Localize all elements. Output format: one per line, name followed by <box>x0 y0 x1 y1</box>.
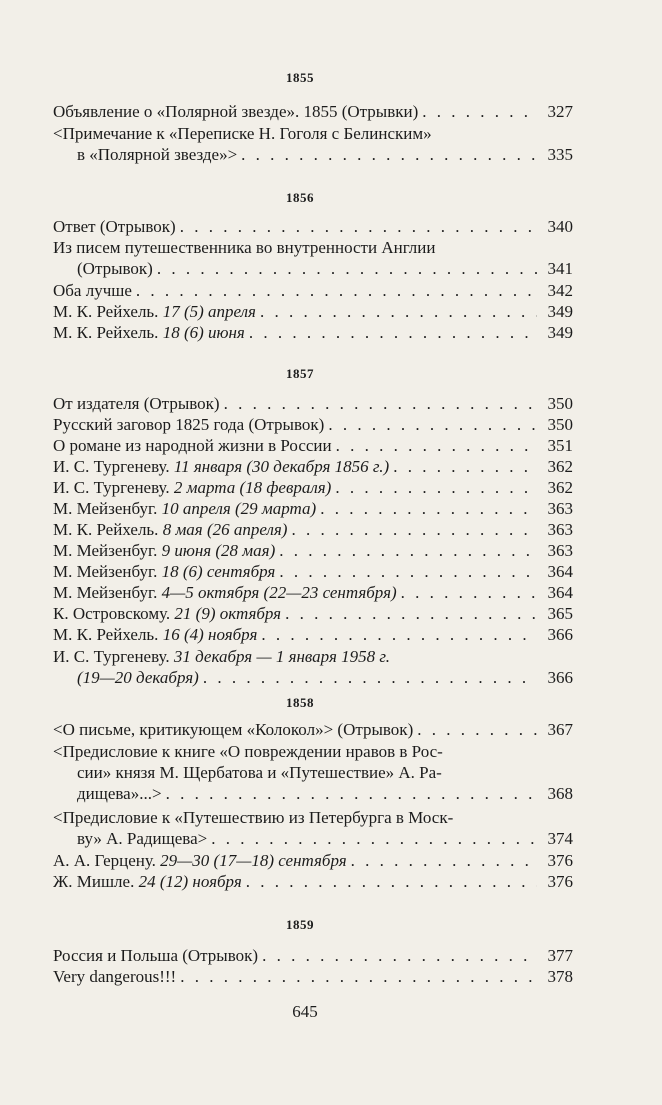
entry-title: в «Полярной звезде»> <box>77 145 238 164</box>
entry-title: О романе из народной жизни в России <box>53 436 332 455</box>
entry-title <box>53 646 390 667</box>
page-number: 378 <box>547 967 573 986</box>
letter-date: 10 апреля (29 марта) <box>161 499 317 518</box>
page-number: 342 <box>547 281 573 300</box>
letter-recipient: И. С. Тургеневу. <box>53 478 174 497</box>
entry-title: От издателя (Отрывок) <box>53 394 220 413</box>
entry-title: ву» А. Радищева> <box>77 829 208 848</box>
toc-entry <box>53 850 573 871</box>
page-number: 350 <box>547 394 573 413</box>
page-number: 363 <box>547 520 573 539</box>
letter-recipient: А. А. Герцену. <box>53 851 161 870</box>
letter-date: 4—5 октября (22—23 сентября) <box>161 583 397 602</box>
toc-line <box>53 393 573 414</box>
toc-entry <box>53 741 573 804</box>
toc-line <box>53 258 573 279</box>
entry-title <box>53 603 281 624</box>
section-year-heading: 1855 <box>286 70 314 85</box>
toc-line <box>53 561 573 582</box>
page-number: 349 <box>547 302 573 321</box>
entry-title <box>53 519 287 540</box>
entry-title: Very dangerous!!! <box>53 967 177 986</box>
leader-dots <box>157 258 537 279</box>
page-number: 364 <box>547 562 573 581</box>
leader-dots <box>224 393 537 414</box>
page-number: 327 <box>547 102 573 121</box>
toc-entry <box>53 435 573 456</box>
toc-entry <box>53 966 573 987</box>
letter-recipient: М. К. Рейхель. <box>53 520 163 539</box>
letter-recipient: К. Островскому. <box>53 604 175 623</box>
toc-line <box>53 477 573 498</box>
entry-title <box>53 456 389 477</box>
toc-entry <box>53 216 573 237</box>
leader-dots <box>166 783 537 804</box>
toc-line <box>53 435 573 456</box>
toc-entry <box>53 603 573 624</box>
page-number: 340 <box>547 217 573 236</box>
leader-dots <box>401 582 537 603</box>
toc-entry <box>53 414 573 435</box>
toc-entry <box>53 807 573 849</box>
toc-line <box>53 966 573 987</box>
leader-dots <box>261 624 537 645</box>
toc-entry <box>53 540 573 561</box>
entry-title <box>53 561 275 582</box>
letter-date: 2 марта (18 февраля) <box>173 478 332 497</box>
section-year-heading: 1857 <box>286 366 314 381</box>
entry-title <box>53 624 257 645</box>
entry-title <box>53 582 397 603</box>
letter-recipient: М. Мейзенбуг. <box>53 583 162 602</box>
letter-date: 16 (4) ноября <box>162 625 258 644</box>
letter-recipient: М. Мейзенбуг. <box>53 562 162 581</box>
toc-line <box>53 519 573 540</box>
toc-entry <box>53 624 573 645</box>
page-number: 363 <box>547 541 573 560</box>
section-year-heading: 1858 <box>286 695 314 710</box>
toc-line <box>53 719 573 740</box>
leader-dots <box>203 667 537 688</box>
toc-line <box>53 762 573 783</box>
toc-entry <box>53 719 573 740</box>
entry-title: (Отрывок) <box>77 259 153 278</box>
toc-entry <box>53 646 573 688</box>
toc-entry <box>53 561 573 582</box>
entry-title: <О письме, критикующем «Колокол»> (Отрывок) <box>53 720 414 739</box>
leader-dots <box>136 280 537 301</box>
leader-dots <box>422 101 537 122</box>
toc-line <box>53 582 573 603</box>
toc-line <box>53 828 573 849</box>
entry-title: Из писем путешественника во внутренности Англии <box>53 238 436 257</box>
toc-line <box>53 237 573 258</box>
toc-line <box>53 783 573 804</box>
entry-title: Ответ (Отрывок) <box>53 217 176 236</box>
letter-date: 9 июня (28 мая) <box>161 541 276 560</box>
section-year-heading: 1856 <box>286 190 314 205</box>
toc-line <box>53 624 573 645</box>
leader-dots <box>279 561 537 582</box>
entry-title <box>53 850 347 871</box>
toc-entry <box>53 123 573 165</box>
page-number: 349 <box>547 323 573 342</box>
letter-date: 18 (6) июня <box>162 323 245 342</box>
page-number: 374 <box>547 829 573 848</box>
entry-title <box>53 498 316 519</box>
letter-recipient: Ж. Мишле. <box>53 872 139 891</box>
toc-entry <box>53 393 573 414</box>
page-number: 368 <box>547 784 573 803</box>
entry-title: <Предисловие к книге «О повреждении нравов в Рос- <box>53 742 443 761</box>
entry-title <box>77 667 199 688</box>
page-number: 351 <box>547 436 573 455</box>
leader-dots <box>336 435 537 456</box>
entry-title <box>53 301 256 322</box>
page-number: 350 <box>547 415 573 434</box>
toc-entry <box>53 456 573 477</box>
toc-line <box>53 850 573 871</box>
page-folio-number: 645 <box>292 1002 318 1021</box>
page-number: 366 <box>547 668 573 687</box>
toc-entry <box>53 498 573 519</box>
page-number: 362 <box>547 457 573 476</box>
letter-date: 21 (9) октября <box>174 604 282 623</box>
letter-date: 8 мая (26 апреля) <box>162 520 288 539</box>
leader-dots <box>328 414 537 435</box>
page-number: 376 <box>547 872 573 891</box>
toc-entry <box>53 322 573 343</box>
toc-line <box>53 123 573 144</box>
leader-dots <box>291 519 537 540</box>
toc-line <box>53 456 573 477</box>
entry-title <box>53 477 331 498</box>
toc-entry <box>53 519 573 540</box>
leader-dots <box>211 828 537 849</box>
toc-line <box>53 603 573 624</box>
entry-title: Объявление о «Полярной звезде». 1855 (Отрывки) <box>53 102 419 121</box>
toc-line <box>53 216 573 237</box>
toc-line <box>53 667 573 688</box>
letter-date: 24 (12) ноября <box>138 872 242 891</box>
leader-dots <box>335 477 537 498</box>
leader-dots <box>393 456 537 477</box>
toc-line <box>53 646 573 667</box>
letter-date: 11 января (30 декабря 1856 г.) <box>173 457 390 476</box>
toc-line <box>53 280 573 301</box>
letter-date: 17 (5) апреля <box>162 302 256 321</box>
leader-dots <box>285 603 537 624</box>
page-number: 363 <box>547 499 573 518</box>
toc-line <box>53 414 573 435</box>
entry-title <box>53 322 245 343</box>
toc-entry <box>53 280 573 301</box>
entry-title: <Предисловие к «Путешествию из Петербурга в Моск- <box>53 808 454 827</box>
toc-line <box>53 498 573 519</box>
toc-line <box>53 945 573 966</box>
entry-title: Русский заговор 1825 года (Отрывок) <box>53 415 325 434</box>
page-number: 365 <box>547 604 573 623</box>
section-year-heading: 1859 <box>286 917 314 932</box>
page-number: 341 <box>547 259 573 278</box>
toc-entry <box>53 582 573 603</box>
toc-line <box>53 144 573 165</box>
leader-dots <box>279 540 537 561</box>
leader-dots <box>262 945 537 966</box>
leader-dots <box>249 322 537 343</box>
entry-title: дищева»...> <box>77 784 162 803</box>
leader-dots <box>351 850 537 871</box>
letter-date: 31 декабря — 1 января 1958 г. <box>173 647 391 666</box>
entry-title: Оба лучше <box>53 281 132 300</box>
page-number: 362 <box>547 478 573 497</box>
page-number: 335 <box>547 145 573 164</box>
leader-dots <box>417 719 537 740</box>
letter-recipient: М. К. Рейхель. <box>53 625 163 644</box>
letter-date: 18 (6) сентября <box>161 562 276 581</box>
entry-title <box>53 871 242 892</box>
toc-entry <box>53 477 573 498</box>
toc-line <box>53 101 573 122</box>
letter-recipient: М. Мейзенбуг. <box>53 541 162 560</box>
letter-recipient: М. К. Рейхель. <box>53 302 163 321</box>
entry-title: <Примечание к «Переписке Н. Гоголя с Белинским» <box>53 124 432 143</box>
page-number: 367 <box>547 720 573 739</box>
leader-dots <box>241 144 537 165</box>
toc-entry <box>53 945 573 966</box>
page-number: 377 <box>547 946 573 965</box>
toc-line <box>53 322 573 343</box>
page-number: 366 <box>547 625 573 644</box>
toc-entry <box>53 237 573 279</box>
letter-date: (19—20 декабря) <box>77 668 199 687</box>
letter-recipient: М. Мейзенбуг. <box>53 499 162 518</box>
leader-dots <box>320 498 537 519</box>
toc-entry <box>53 301 573 322</box>
toc-line <box>53 301 573 322</box>
leader-dots <box>180 216 537 237</box>
entry-title: Россия и Польша (Отрывок) <box>53 946 259 965</box>
entry-title: сии» князя М. Щербатова и «Путешествие» А. Ра- <box>77 763 442 782</box>
toc-line <box>53 741 573 762</box>
leader-dots <box>180 966 537 987</box>
letter-recipient: И. С. Тургеневу. <box>53 457 174 476</box>
toc-entry <box>53 101 573 122</box>
letter-recipient: И. С. Тургеневу. <box>53 647 174 666</box>
letter-date: 29—30 (17—18) сентября <box>160 851 347 870</box>
letter-recipient: М. К. Рейхель. <box>53 323 163 342</box>
toc-entry <box>53 871 573 892</box>
toc-line <box>53 871 573 892</box>
toc-line <box>53 807 573 828</box>
page-number: 376 <box>547 851 573 870</box>
leader-dots <box>246 871 537 892</box>
leader-dots <box>260 301 537 322</box>
page-number: 364 <box>547 583 573 602</box>
toc-line <box>53 540 573 561</box>
entry-title <box>53 540 275 561</box>
